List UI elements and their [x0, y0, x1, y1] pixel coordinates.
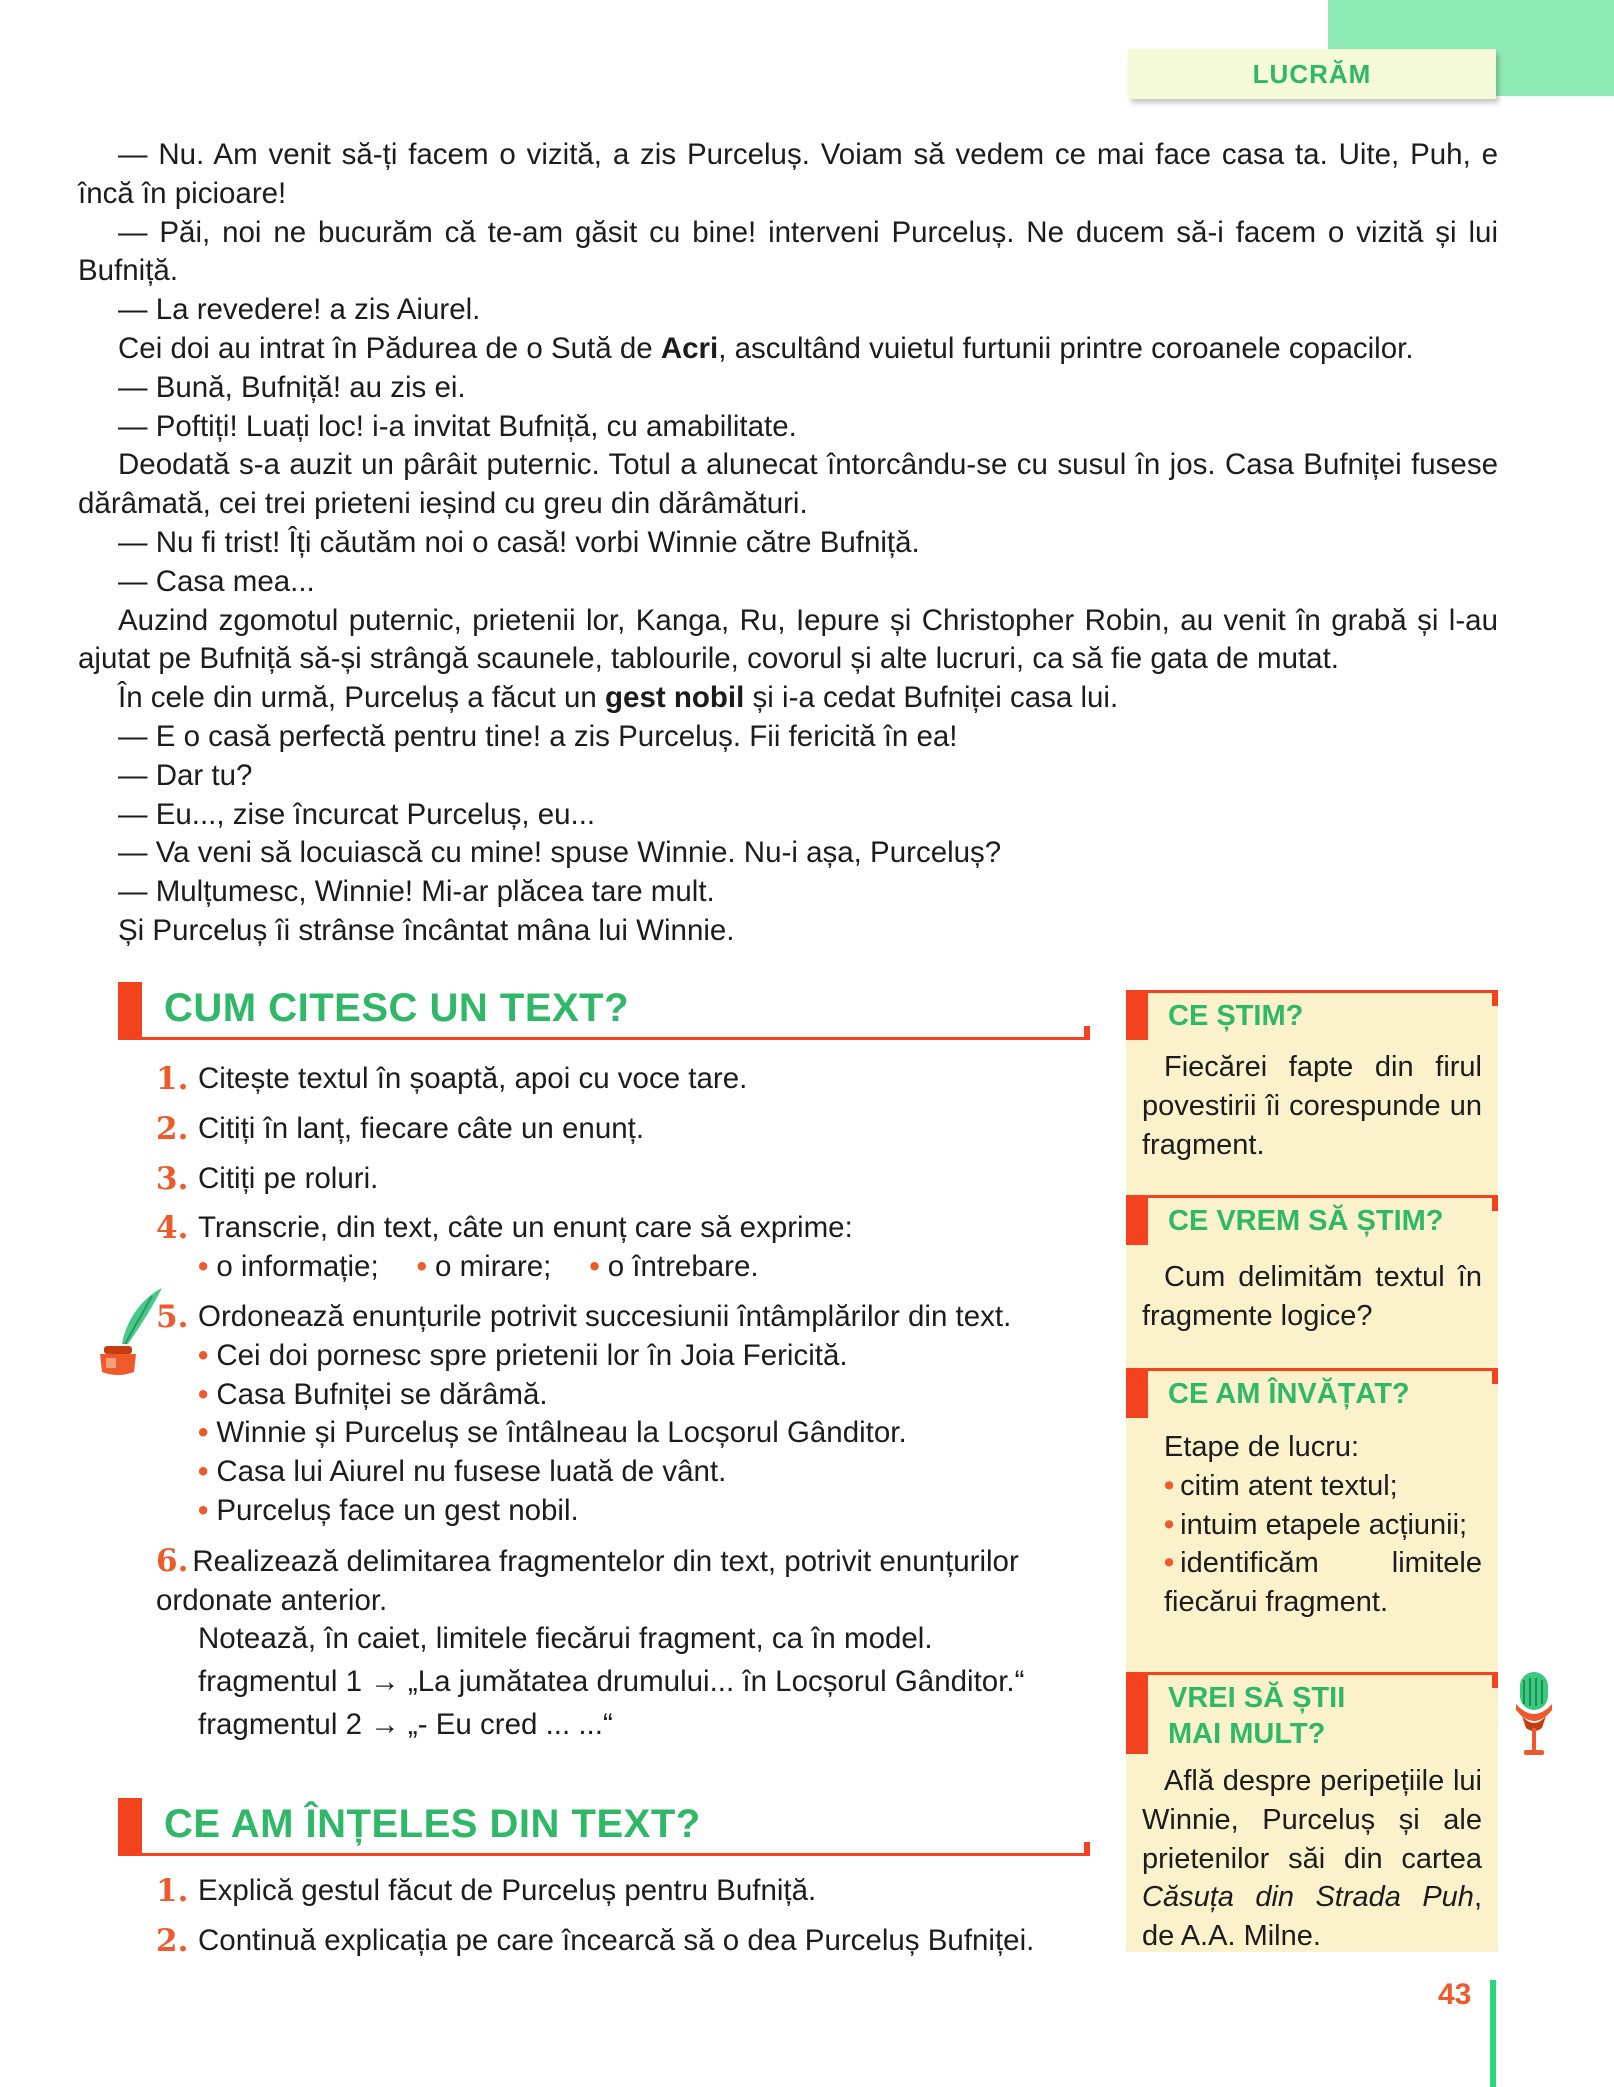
- list-item: • Casa Bufniței se dărâmă.: [198, 1377, 548, 1411]
- story-paragraph: Și Purceluș îi strânse încântat mâna lui Winnie.: [118, 913, 735, 947]
- section-title: CUM CITESC UN TEXT?: [164, 986, 630, 1030]
- sidebar-box-title: CE AM ÎNVĂȚAT?: [1126, 1368, 1498, 1418]
- task-text: Citiți pe roluri.: [198, 1161, 379, 1195]
- task-number: 4.: [156, 1210, 189, 1247]
- example-line: fragmentul 1 → „La jumătatea drumului... în Locșorul Gânditor.“: [198, 1665, 1025, 1699]
- sidebar-box-title: CE VREM SĂ ȘTIM?: [1126, 1195, 1498, 1245]
- list-item: • Casa lui Aiurel nu fusese luată de vânt.: [198, 1455, 727, 1489]
- task-number: 3.: [156, 1160, 189, 1197]
- bold-phrase: gest nobil: [605, 681, 745, 715]
- page-edge-rule: [1490, 1980, 1496, 2087]
- task-number: 1.: [156, 1061, 189, 1097]
- task-number: 1.: [156, 1873, 189, 1909]
- story-paragraph: — Dar tu?: [118, 758, 253, 792]
- story-paragraph: — La revedere! a zis Aiurel.: [118, 293, 481, 327]
- heading-bar: [118, 1798, 142, 1856]
- task-text: Transcrie, din text, câte un enunț care să exprime:: [198, 1211, 853, 1245]
- task-item: [156, 1872, 1076, 1911]
- sidebar-box-title: CE ȘTIM?: [1126, 990, 1498, 1040]
- task-item: [156, 1542, 1076, 1745]
- task-number: 6.: [156, 1542, 189, 1579]
- story-paragraph: Deodată s-a auzit un pârâit puternic. Totul a alunecat întorcându-se cu susul în jos. Casa Bufniței fusese dărâmată, cei trei prieteni ieșind cu greu din dărâmături.: [78, 448, 1498, 521]
- option-item: • o mirare;: [416, 1250, 552, 1284]
- section-title: CE AM ÎNȚELES DIN TEXT?: [164, 1802, 701, 1846]
- list-item: • intuim etapele acțiunii;: [1164, 1508, 1468, 1541]
- task-item: [156, 1160, 1076, 1199]
- list-item: • Winnie și Purceluș se întâlneau la Locșorul Gânditor.: [198, 1416, 907, 1450]
- heading-bar: [118, 982, 142, 1040]
- book-title: Căsuța din Strada Puh: [1142, 1881, 1474, 1914]
- task-number: 5.: [156, 1298, 189, 1335]
- heading-underline: [142, 1853, 1090, 1856]
- task-text: Realizează delimitarea fragmentelor din text, potrivit enunțurilor ordonate anterior.: [156, 1544, 1019, 1617]
- story-paragraph: — Mulțumesc, Winnie! Mi-ar plăcea tare mult.: [118, 875, 715, 909]
- task-list-reading: [156, 1060, 1076, 1745]
- task-item: [156, 1060, 1076, 1099]
- page-number: 43: [1438, 1978, 1472, 2011]
- task-note: Notează, în caiet, limitele fiecărui fragment, ca în model.: [198, 1622, 933, 1656]
- story-paragraph: În cele din urmă, Purceluș a făcut un gest nobil și i-a cedat Bufniței casa lui.: [118, 681, 1119, 715]
- sidebar-box-text: Fiecărei fapte din firul povestirii îi corespunde un fragment.: [1142, 1051, 1482, 1161]
- quill-inkpot-icon: [92, 1286, 168, 1378]
- microphone-icon: [1512, 1672, 1556, 1758]
- sidebar-box-text: Etape de lucru: • citim atent textul; • intuim etapele acțiunii; • identificăm limitele fiecărui fragment.: [1142, 1428, 1482, 1622]
- task-text: Ordonează enunțurile potrivit succesiunii întâmplărilor din text.: [198, 1299, 1012, 1333]
- list-item: • Cei doi pornesc spre prietenii lor în Joia Fericită.: [198, 1338, 848, 1372]
- section-label: LUCRĂM: [1128, 49, 1496, 99]
- story-paragraph: — Bună, Bufniță! au zis ei.: [118, 370, 466, 404]
- task-text: Continuă explicația pe care încearcă să o dea Purceluș Bufniței.: [198, 1923, 1035, 1957]
- story-paragraph: — Eu..., zise încurcat Purceluș, eu...: [118, 797, 596, 831]
- story-paragraph: — Va veni să locuiască cu mine! spuse Winnie. Nu-i așa, Purceluș?: [118, 836, 1002, 870]
- task-item: [156, 1209, 1076, 1287]
- option-item: • o informație;: [198, 1250, 379, 1284]
- story-paragraph: Cei doi au intrat în Pădurea de o Sută de Acri, ascultând vuietul furtunii printre coroanele copacilor.: [118, 331, 1414, 365]
- sidebar-box-text: Află despre peripețiile lui Winnie, Purceluș și ale prietenilor săi din cartea Căsuța din Strada Puh, de A.A. Milne.: [1142, 1765, 1482, 1953]
- list-item: • Purceluș face un gest nobil.: [198, 1493, 579, 1527]
- option-item: • o întrebare.: [589, 1250, 759, 1284]
- task-list-understanding: [156, 1872, 1076, 1961]
- task-options: [198, 1248, 1076, 1287]
- list-item: • identificăm limitele fiecărui fragment.: [1164, 1547, 1482, 1619]
- story-paragraph: — Poftiți! Luați loc! i-a invitat Bufniță, cu amabilitate.: [118, 409, 797, 443]
- task-text: Explică gestul făcut de Purceluș pentru Bufniță.: [198, 1874, 817, 1907]
- task-text: Citește textul în șoaptă, apoi cu voce tare.: [198, 1062, 748, 1095]
- ordering-list: [198, 1337, 1076, 1531]
- heading-underline: [142, 1037, 1090, 1040]
- story-paragraph: Auzind zgomotul puternic, prietenii lor, Kanga, Ru, Iepure și Christopher Robin, au venit în grabă și l-au ajutat pe Bufniță să-și strângă scaunele, tablourile, covorul și alte lucruri, ca să fie gata de mutat.: [78, 603, 1498, 676]
- sidebar-box-title: VREI SĂ ȘTII MAI MULT?: [1126, 1672, 1498, 1754]
- task-text: Citiți în lanț, fiecare câte un enunț.: [198, 1111, 645, 1145]
- task-number: 2.: [156, 1922, 189, 1959]
- sidebar-box-text: Cum delimităm textul în fragmente logice?: [1142, 1261, 1482, 1332]
- heading-tick: [1084, 1842, 1090, 1856]
- info-sidebar: [1126, 990, 1498, 1952]
- bold-word: Acri: [660, 331, 719, 365]
- story-paragraph: — Păi, noi ne bucurăm că te-am găsit cu bine! interveni Purceluș. Ne ducem să-i facem o vizită și lui Bufniță.: [78, 215, 1498, 288]
- section-heading-understanding: [118, 1798, 1090, 1856]
- story-paragraph: — Nu. Am venit să-ți facem o vizită, a zis Purceluș. Voiam să vedem ce mai face casa ta. Uite, Puh, e încă în picioare!: [78, 138, 1498, 210]
- example-line: fragmentul 2 → „- Eu cred ... ...“: [198, 1707, 613, 1741]
- section-heading-reading: [118, 982, 1090, 1040]
- task-number: 2.: [156, 1110, 189, 1147]
- task-item: [156, 1298, 1076, 1531]
- story-paragraph: — Nu fi trist! Îți căutăm noi o casă! vorbi Winnie către Bufniță.: [118, 525, 920, 559]
- task-item: [156, 1110, 1076, 1149]
- task-item: [156, 1922, 1076, 1961]
- heading-tick: [1084, 1026, 1090, 1040]
- story-text: [78, 136, 1498, 951]
- story-paragraph: — E o casă perfectă pentru tine! a zis Purceluș. Fii fericită în ea!: [118, 719, 958, 753]
- list-item: • citim atent textul;: [1164, 1469, 1398, 1502]
- story-paragraph: — Casa mea...: [118, 564, 315, 598]
